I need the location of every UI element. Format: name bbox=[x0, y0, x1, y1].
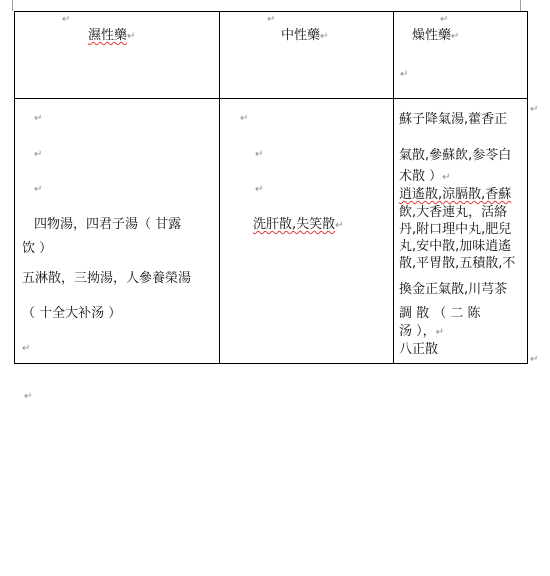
paragraph-mark: ↵ bbox=[440, 14, 449, 25]
paragraph-mark: ↵ bbox=[255, 149, 264, 160]
dry-formulas-line: 丹,附口理中丸,肥兒 bbox=[399, 222, 512, 237]
paragraph-mark: ↵ bbox=[255, 184, 264, 195]
table-border-middle bbox=[14, 98, 528, 99]
margin-corner-mark bbox=[520, 0, 521, 11]
paragraph-mark: ↵ bbox=[24, 391, 33, 402]
paragraph-mark: ↵ bbox=[400, 69, 409, 80]
paragraph-mark: ↵ bbox=[22, 343, 31, 354]
paragraph-mark: ↵ bbox=[34, 184, 43, 195]
margin-corner-mark bbox=[12, 0, 13, 11]
dry-formulas-line: 飲,大香連丸，活絡 bbox=[399, 205, 508, 220]
paragraph-mark: ↵ bbox=[62, 14, 71, 25]
header-neutral-nature: 中性藥↵ bbox=[281, 28, 329, 43]
table-border-bottom bbox=[14, 363, 528, 364]
paragraph-mark: ↵ bbox=[240, 113, 249, 124]
dry-formulas-line: 調 散 （ 二 陈 bbox=[399, 306, 481, 321]
dry-formulas-line: 丸,安中散,加味逍遙 bbox=[399, 239, 512, 254]
dry-formulas-line: 散,平胃散,五積散,不 bbox=[399, 256, 516, 271]
damp-formulas-line: 饮 ） bbox=[22, 241, 53, 256]
paragraph-mark: ↵ bbox=[34, 113, 43, 124]
table-column-divider bbox=[393, 11, 394, 364]
paragraph-mark: ↵ bbox=[530, 104, 539, 115]
dry-formulas-line: 蘇子降氣湯,藿香正 bbox=[399, 112, 508, 127]
table-border-top bbox=[14, 11, 528, 12]
dry-formulas-line: 換金正氣散,川芎茶 bbox=[399, 282, 508, 297]
dry-formulas-line: 八正散 bbox=[399, 342, 439, 357]
dry-formulas-line: 氣散,參蘇飲,参苓白 bbox=[399, 148, 512, 163]
paragraph-mark: ↵ bbox=[267, 14, 276, 25]
header-damp-nature: 濕性藥↵ bbox=[88, 28, 136, 43]
damp-formulas-line: 四物湯，四君子湯（ 甘露 bbox=[34, 217, 182, 232]
paragraph-mark: ↵ bbox=[34, 149, 43, 160]
dry-formulas-line: 逍遙散,涼膈散,香蘇 bbox=[399, 187, 512, 202]
table-border-right bbox=[527, 11, 528, 364]
dry-formulas-line: 汤 ），↵ bbox=[399, 324, 445, 339]
damp-formulas-line: （ 十全大补汤 ） bbox=[22, 306, 122, 321]
neutral-formulas-line: 洗肝散,失笑散↵ bbox=[253, 217, 344, 232]
dry-formulas-line: 术散 ）↵ bbox=[399, 169, 451, 184]
table-column-divider bbox=[219, 11, 220, 364]
table-border-left bbox=[14, 11, 15, 364]
paragraph-mark: ↵ bbox=[530, 354, 539, 365]
header-dry-nature: 燥性藥↵ bbox=[412, 28, 460, 43]
damp-formulas-line: 五淋散，三拗湯，人參養榮湯 bbox=[22, 271, 192, 286]
